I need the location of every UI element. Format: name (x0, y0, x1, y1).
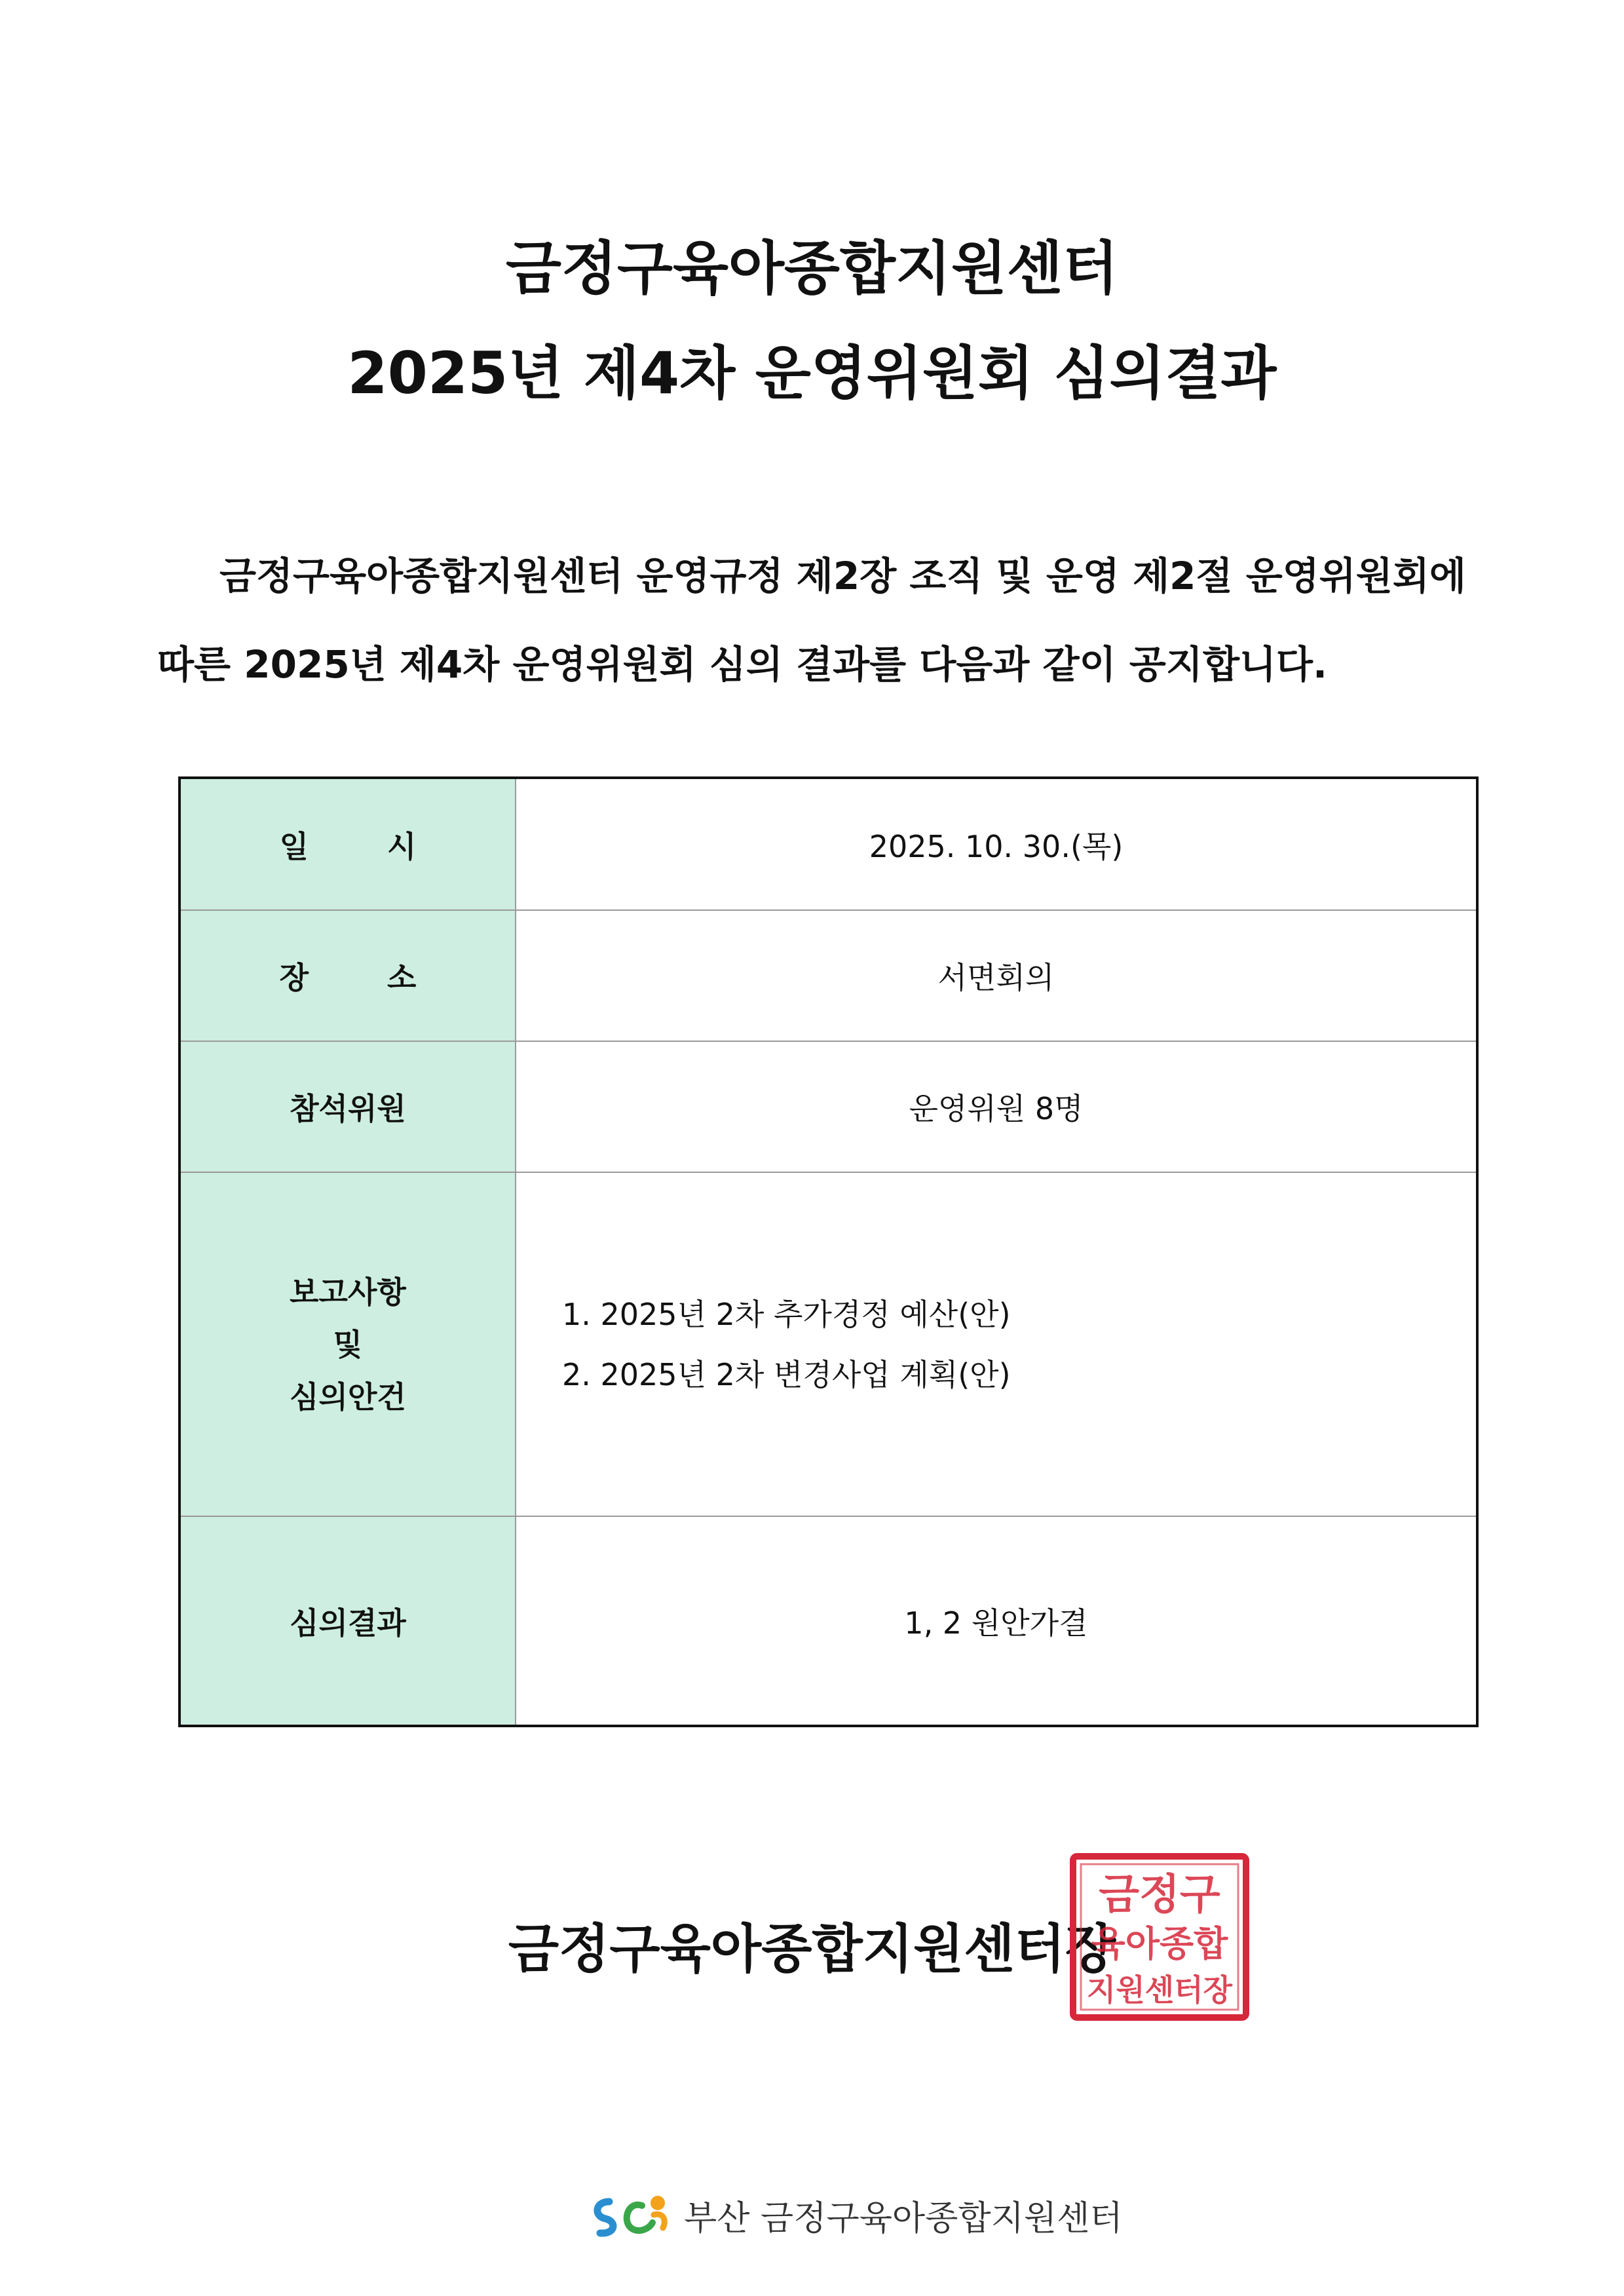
table-row (179, 1516, 1477, 1726)
official-seal-stamp (1068, 1851, 1251, 2023)
svg-text:육아종합: 육아종합 (1091, 1923, 1228, 1964)
center-logo-icon (590, 2190, 675, 2240)
value-date: 2025. 10. 30.(목) (516, 778, 1477, 910)
label-agenda (179, 1172, 516, 1516)
label-agenda-line: 및 (333, 1326, 363, 1362)
agenda-item: 1. 2025년 2차 추가경정 예산(안) (562, 1296, 1011, 1332)
svg-text:금정구: 금정구 (1099, 1871, 1220, 1919)
table-row (179, 910, 1477, 1041)
result-table (178, 776, 1479, 1727)
svg-text:지원센터장: 지원센터장 (1086, 1972, 1233, 2008)
footer (590, 2189, 1123, 2241)
label-agenda-line: 보고사항 (290, 1274, 406, 1310)
value-result: 1, 2 원안가결 (516, 1516, 1477, 1726)
signature-text: 금정구육아종합지원센터장 (508, 1919, 1116, 1980)
table-row (179, 1041, 1477, 1172)
document-title (0, 216, 1624, 426)
value-attendees: 운영위원 8명 (516, 1041, 1477, 1172)
intro-paragraph (157, 532, 1500, 709)
title-line-1: 금정구육아종합지원센터 (505, 235, 1119, 302)
footer-text: 부산 금정구육아종합지원센터 (684, 2198, 1123, 2238)
table-row (179, 1172, 1477, 1516)
title-line-2: 2025년 제4차 운영위원회 심의결과 (347, 339, 1277, 407)
table-row (179, 778, 1477, 910)
value-agenda (516, 1172, 1477, 1516)
value-place: 서면회의 (516, 910, 1477, 1041)
label-agenda-line: 심의안건 (290, 1379, 406, 1415)
label-attendees: 참석위원 (179, 1041, 516, 1172)
label-date: 일시 (179, 778, 516, 910)
agenda-item: 2. 2025년 2차 변경사업 계획(안) (562, 1356, 1011, 1392)
label-result: 심의결과 (179, 1516, 516, 1726)
intro-line-2: 따른 2025년 제4차 운영위원회 심의 결과를 다음과 같이 공지합니다. (157, 642, 1328, 687)
label-place: 장소 (179, 910, 516, 1041)
intro-line-1: 금정구육아종합지원센터 운영규정 제2장 조직 및 운영 제2절 운영위원회에 (219, 554, 1466, 598)
